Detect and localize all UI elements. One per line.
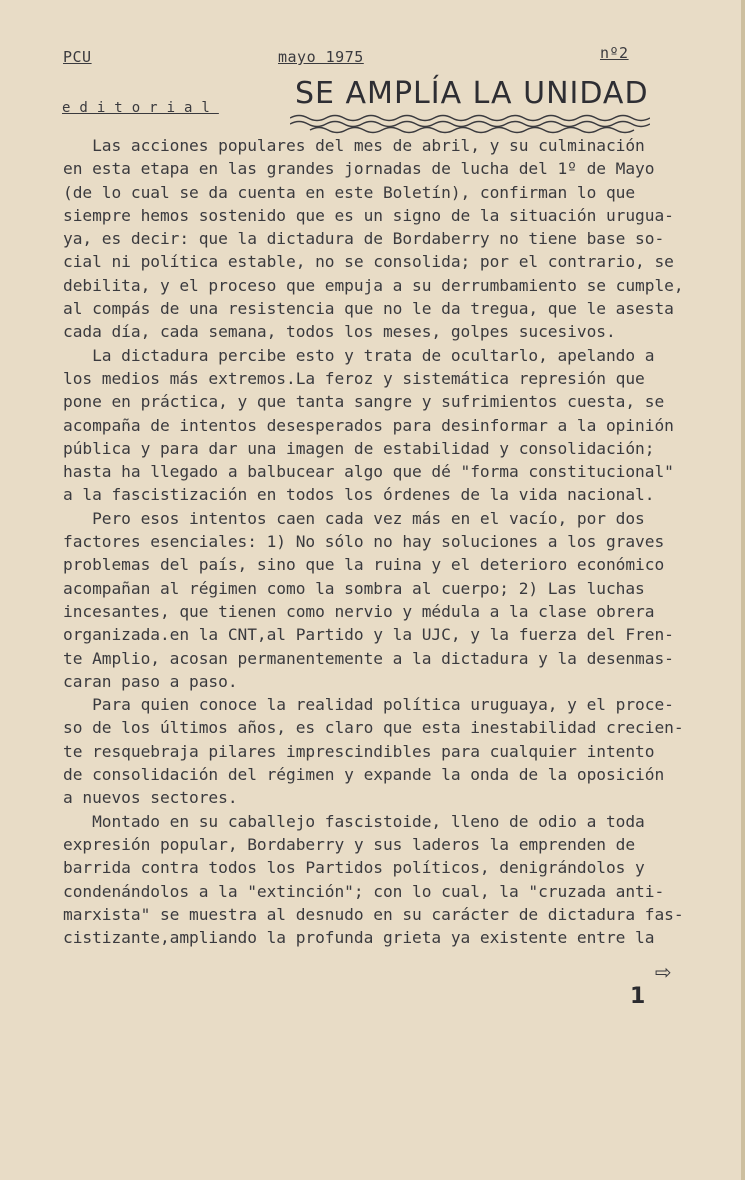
body-line: te Amplio, acosan permanentemente a la dictadura y la desenmas- bbox=[63, 648, 674, 668]
body-line: Las acciones populares del mes de abril, y su culminación bbox=[63, 136, 645, 155]
body-line: factores esenciales: 1) No sólo no hay soluciones a los graves bbox=[63, 532, 665, 552]
body-line: marxista" se muestra al desnudo en su carácter de dictadura fas- bbox=[63, 904, 684, 924]
continue-arrow-icon: ⇨ bbox=[655, 960, 672, 984]
body-line: Pero esos intentos caen cada vez más en el vacío, por dos bbox=[63, 508, 645, 528]
body-line: pone en práctica, y que tanta sangre y sufrimientos cuesta, se bbox=[63, 392, 665, 412]
article-body bbox=[63, 134, 703, 949]
body-line: te resquebraja pilares imprescindibles para cualquier intento bbox=[63, 741, 655, 761]
body-line: pública y para dar una imagen de estabilidad y consolidación; bbox=[63, 438, 655, 458]
body-line: caran paso a paso. bbox=[63, 671, 238, 691]
header-date: mayo 1975 bbox=[278, 48, 364, 66]
body-line: condenándolos a la "extinción"; con lo cual, la "cruzada anti- bbox=[63, 881, 665, 901]
body-line: Para quien conoce la realidad política uruguaya, y el proce- bbox=[63, 695, 674, 715]
header-organization: PCU bbox=[63, 48, 92, 66]
body-line: los medios más extremos.La feroz y sistemática represión que bbox=[63, 368, 645, 388]
body-line: ya, es decir: que la dictadura de Bordaberry no tiene base so- bbox=[63, 229, 665, 249]
body-line: organizada.en la CNT,al Partido y la UJC, y la fuerza del Fren- bbox=[63, 625, 674, 645]
headline-underline-squiggle bbox=[290, 112, 650, 134]
body-line: cistizante,ampliando la profunda grieta ya existente entre la bbox=[63, 928, 655, 948]
body-line: (de lo cual se da cuenta en este Boletín), confirman lo que bbox=[63, 182, 636, 202]
body-line: problemas del país, sino que la ruina y el deterioro económico bbox=[63, 555, 665, 575]
body-line: acompañan al régimen como la sombra al cuerpo; 2) Las luchas bbox=[63, 578, 645, 598]
page-number: 1 bbox=[630, 984, 646, 1009]
body-line: La dictadura percibe esto y trata de ocultarlo, apelando a bbox=[63, 345, 655, 365]
body-line: cada día, cada semana, todos los meses, golpes sucesivos. bbox=[63, 322, 616, 342]
body-line: a la fascistización en todos los órdenes de la vida nacional. bbox=[63, 485, 655, 505]
body-line: incesantes, que tienen como nervio y médula a la clase obrera bbox=[63, 601, 655, 621]
body-line: siempre hemos sostenido que es un signo de la situación urugua- bbox=[63, 205, 674, 225]
section-label: editorial bbox=[62, 100, 219, 116]
body-line: cial ni política estable, no se consolida; por el contrario, se bbox=[63, 252, 674, 272]
header-issue-number: nº2 bbox=[600, 44, 629, 62]
body-line: de consolidación del régimen y expande la onda de la oposición bbox=[63, 765, 665, 785]
headline: SE AMPLÍA LA UNIDAD bbox=[295, 76, 649, 111]
body-line: al compás de una resistencia que no le da tregua, que le asesta bbox=[63, 299, 674, 319]
page-edge bbox=[741, 0, 745, 1180]
body-line: so de los últimos años, es claro que esta inestabilidad crecien- bbox=[63, 718, 684, 738]
body-line: a nuevos sectores. bbox=[63, 788, 238, 808]
body-line: en esta etapa en las grandes jornadas de lucha del 1º de Mayo bbox=[63, 159, 655, 179]
body-line: acompaña de intentos desesperados para desinformar a la opinión bbox=[63, 415, 674, 435]
body-line: barrida contra todos los Partidos políticos, denigrándolos y bbox=[63, 858, 645, 878]
body-line: debilita, y el proceso que empuja a su derrumbamiento se cumple, bbox=[63, 275, 684, 295]
body-line: hasta ha llegado a balbucear algo que dé "forma constitucional" bbox=[63, 462, 674, 482]
body-line: expresión popular, Bordaberry y sus laderos la emprenden de bbox=[63, 834, 636, 854]
body-line: Montado en su caballejo fascistoide, lleno de odio a toda bbox=[63, 811, 645, 831]
